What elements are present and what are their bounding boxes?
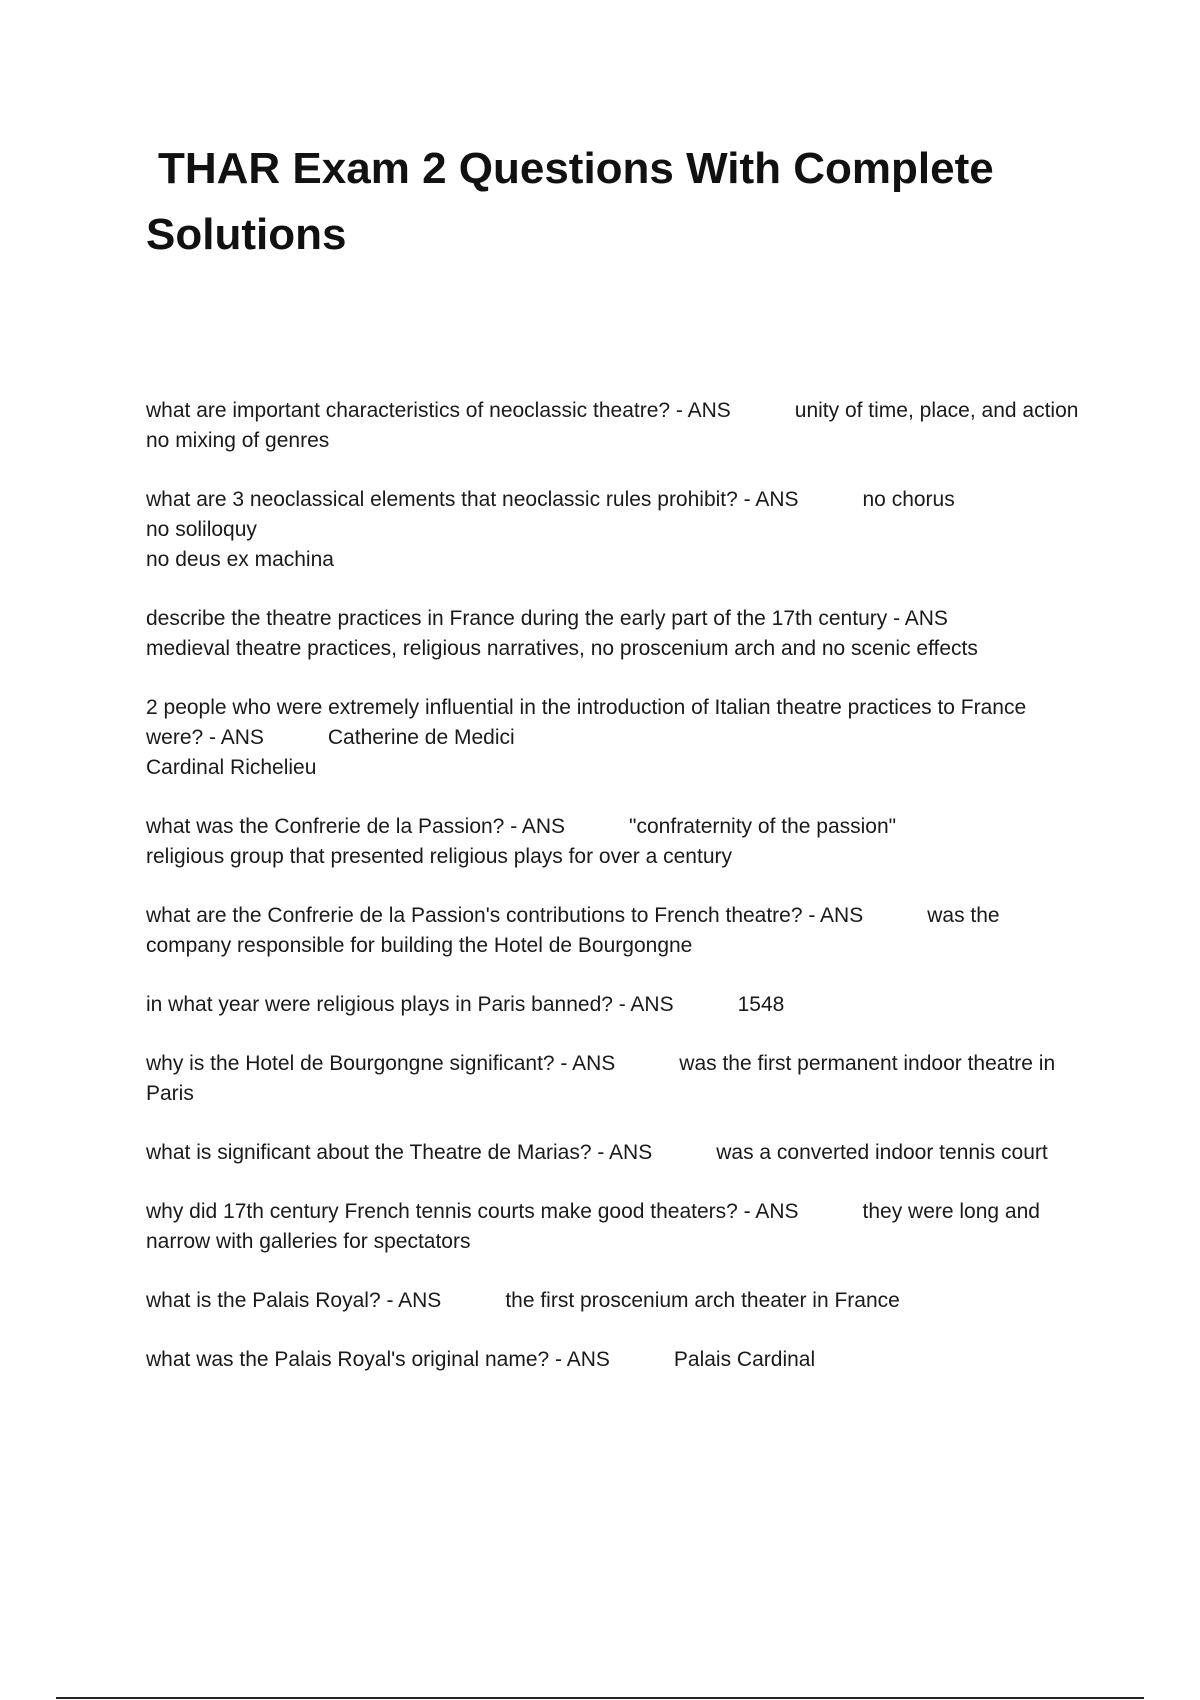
answer-text: was a converted indoor tennis court [716, 1141, 1048, 1164]
qa-item [146, 1286, 1086, 1316]
question-text: what was the Confrerie de la Passion? - ANS [146, 815, 566, 838]
qa-item [146, 693, 1086, 783]
qa-item [146, 1345, 1086, 1375]
question-text: what are 3 neoclassical elements that neoclassic rules prohibit? - ANS [146, 488, 799, 511]
qa-item [146, 396, 1086, 456]
answer-text: no soliloquy [146, 518, 257, 541]
qa-item [146, 485, 1086, 575]
footer-divider [56, 1697, 1144, 1699]
qa-list [146, 396, 1086, 1404]
qa-item [146, 990, 1086, 1020]
answer-text: they were long and narrow with galleries for spectators [146, 1200, 1040, 1253]
question-text: why is the Hotel de Bourgongne significant? - ANS [146, 1052, 616, 1075]
question-text: in what year were religious plays in Paris banned? - ANS [146, 993, 674, 1016]
question-text: what was the Palais Royal's original name? - ANS [146, 1348, 610, 1371]
qa-item [146, 901, 1086, 961]
answer-text: no mixing of genres [146, 429, 330, 452]
question-text: what are the Confrerie de la Passion's contributions to French theatre? - ANS [146, 904, 864, 927]
question-text: 2 people who were extremely influential in the introduction of Italian theatre practices to France were? - ANS [146, 696, 1027, 749]
qa-item [146, 812, 1086, 872]
answer-text: 1548 [737, 993, 785, 1016]
answer-text: no deus ex machina [146, 548, 334, 571]
answer-text: Palais Cardinal [673, 1348, 816, 1371]
qa-item [146, 1049, 1086, 1109]
qa-item [146, 1138, 1086, 1168]
answer-text: medieval theatre practices, religious narratives, no proscenium arch and no scenic effects [146, 637, 978, 660]
answer-text: religious group that presented religious plays for over a century [146, 845, 732, 868]
answer-text: "confraternity of the passion" [629, 815, 897, 838]
question-text: why did 17th century French tennis courts make good theaters? - ANS [146, 1200, 799, 1223]
question-text: what are important characteristics of neoclassic theatre? - ANS [146, 399, 731, 422]
answer-text: the first proscenium arch theater in France [505, 1289, 900, 1312]
qa-item [146, 1197, 1086, 1257]
question-text: what is significant about the Theatre de Marias? - ANS [146, 1141, 653, 1164]
question-text: describe the theatre practices in France during the early part of the 17th century - ANS [146, 607, 948, 630]
answer-text: Catherine de Medici [327, 726, 515, 749]
answer-text: no chorus [862, 488, 955, 511]
answer-text: Cardinal Richelieu [146, 756, 317, 779]
question-text: what is the Palais Royal? - ANS [146, 1289, 442, 1312]
qa-item [146, 604, 1086, 664]
answer-text: was the first permanent indoor theatre in Paris [146, 1052, 1056, 1105]
page-title: THAR Exam 2 Questions With Complete Solutions [146, 144, 994, 259]
answer-text: unity of time, place, and action [794, 399, 1079, 422]
answer-text: was the company responsible for building the Hotel de Bourgongne [146, 904, 1000, 957]
